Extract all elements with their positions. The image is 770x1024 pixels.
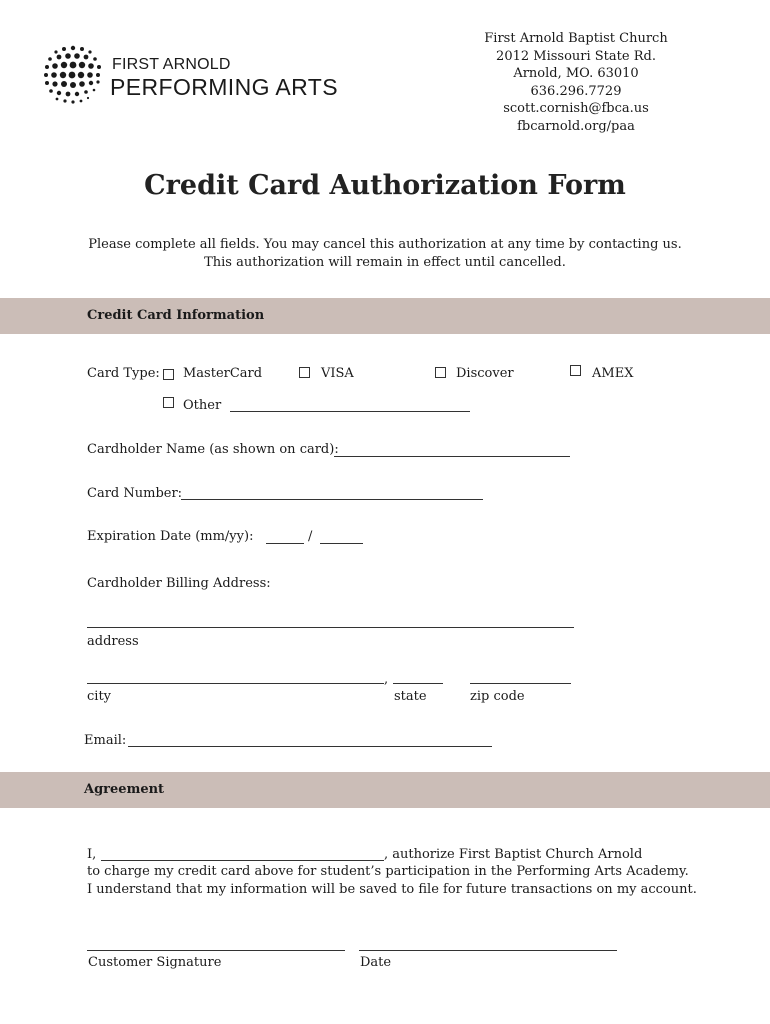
intro-line-2: This authorization will remain in effect until cancelled. (204, 255, 566, 270)
email-label: Email: (84, 733, 127, 748)
address-field[interactable] (87, 627, 574, 628)
card-type-label: Card Type: (87, 366, 160, 381)
billing-address-label: Cardholder Billing Address: (87, 576, 271, 591)
cardholder-name-label: Cardholder Name (as shown on card): (87, 442, 339, 457)
zip-code-caption: zip code (470, 689, 525, 704)
page-title: Credit Card Authorization Form (144, 170, 626, 201)
expiration-year-field[interactable] (320, 543, 363, 544)
agreement-section-title: Agreement (84, 782, 165, 797)
expiration-separator: / (308, 529, 313, 544)
authorizer-name-field[interactable] (101, 860, 384, 861)
date-field[interactable] (359, 950, 617, 951)
city-comma: , (384, 672, 389, 687)
other-card-type-field[interactable] (230, 411, 470, 412)
email-field[interactable] (128, 746, 492, 747)
contact-block (446, 30, 706, 135)
customer-signature-field[interactable] (87, 950, 345, 951)
amex-checkbox[interactable] (570, 365, 581, 376)
zip-code-field[interactable] (470, 683, 571, 684)
visa-label: VISA (321, 366, 354, 381)
logo (42, 44, 342, 106)
address-caption: address (87, 634, 139, 649)
state-caption: state (394, 689, 427, 704)
logo-text-first-arnold: FIRST ARNOLD (112, 56, 231, 73)
agreement-line-2: to charge my credit card above for student’s participation in the Performing Arts Academy. (87, 864, 689, 879)
contact-phone: 636.296.7729 (530, 83, 622, 99)
logo-text-performing-arts: PERFORMING ARTS (110, 74, 338, 100)
card-number-label: Card Number: (87, 486, 183, 501)
contact-website: fbcarnold.org/paa (517, 118, 635, 134)
cardholder-name-field[interactable] (334, 456, 570, 457)
dotted-globe-logo-icon (42, 44, 104, 106)
state-field[interactable] (393, 683, 443, 684)
other-label: Other (183, 398, 222, 413)
agreement-prefix: I, (87, 847, 97, 862)
mastercard-checkbox[interactable] (163, 369, 174, 380)
credit-card-section-header (0, 298, 770, 334)
discover-checkbox[interactable] (435, 367, 446, 378)
contact-street: 2012 Missouri State Rd. (496, 48, 656, 64)
credit-card-section-title: Credit Card Information (87, 308, 265, 323)
agreement-suffix: , authorize First Baptist Church Arnold (384, 847, 643, 862)
date-caption: Date (360, 955, 392, 970)
expiration-month-field[interactable] (266, 543, 304, 544)
customer-signature-caption: Customer Signature (88, 955, 222, 970)
discover-label: Discover (456, 366, 514, 381)
contact-email: scott.cornish@fbca.us (503, 101, 649, 116)
agreement-section-header (0, 772, 770, 808)
mastercard-label: MasterCard (183, 366, 263, 381)
contact-organization: First Arnold Baptist Church (484, 31, 668, 46)
intro-text (0, 236, 770, 272)
contact-city: Arnold, MO. 63010 (513, 66, 639, 81)
other-checkbox[interactable] (163, 397, 174, 408)
agreement-line-3: I understand that my information will be saved to file for future transactions on my account. (87, 882, 697, 897)
city-caption: city (87, 689, 112, 704)
amex-label: AMEX (592, 366, 634, 381)
city-field[interactable] (87, 683, 384, 684)
intro-line-1: Please complete all fields. You may cancel this authorization at any time by contacting us. (88, 237, 682, 252)
expiration-date-label: Expiration Date (mm/yy): (87, 529, 254, 544)
card-number-field[interactable] (181, 499, 483, 500)
visa-checkbox[interactable] (299, 367, 310, 378)
